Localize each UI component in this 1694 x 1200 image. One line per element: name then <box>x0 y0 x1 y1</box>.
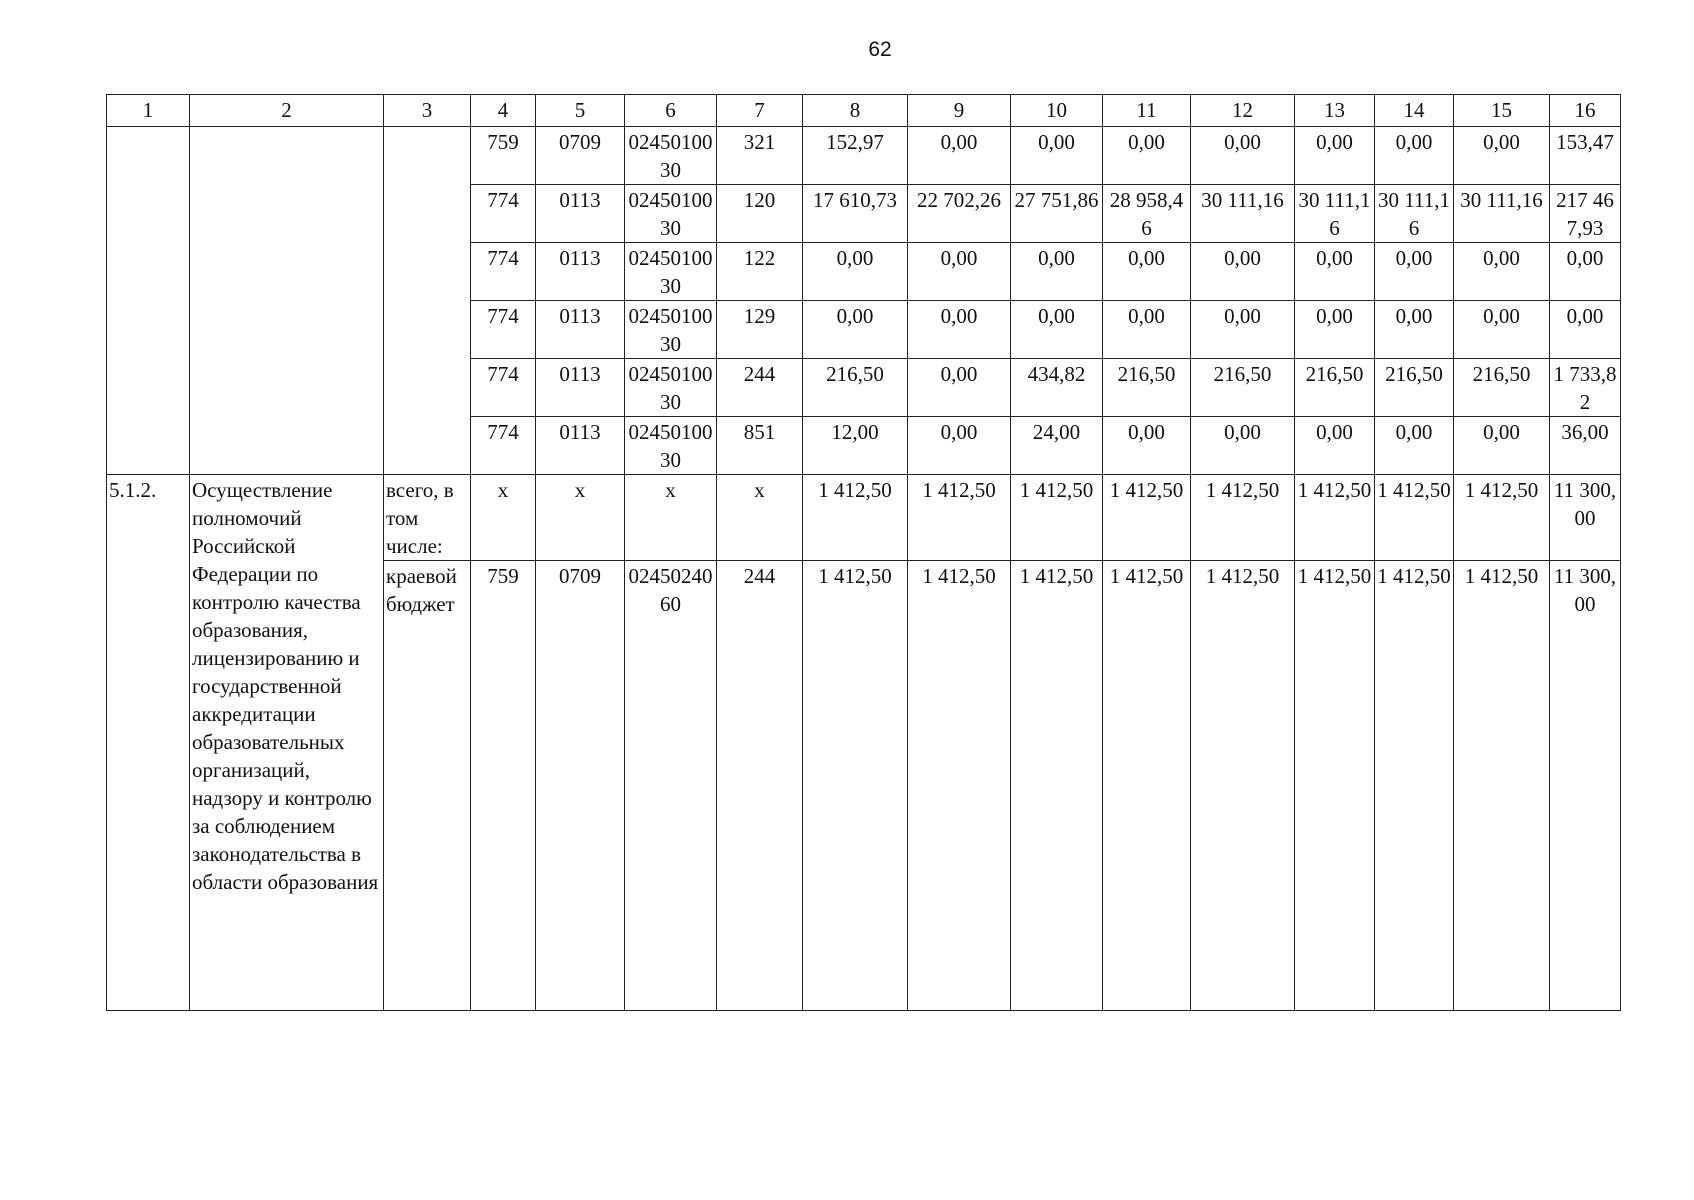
column-number: 11 <box>1103 95 1191 127</box>
cell-c16: 217 467,93 <box>1550 185 1621 243</box>
cell-c7: 851 <box>717 417 803 475</box>
column-number: 3 <box>384 95 471 127</box>
column-number: 13 <box>1295 95 1375 127</box>
column-number: 4 <box>471 95 536 127</box>
column-number: 10 <box>1011 95 1103 127</box>
page-number: 62 <box>868 38 892 61</box>
column-number: 9 <box>908 95 1011 127</box>
cell-c11: 0,00 <box>1103 417 1191 475</box>
cell-c9: 1 412,50 <box>908 561 1011 1011</box>
cell-c14: 1 412,50 <box>1375 475 1454 561</box>
cell-c6: 0245010030 <box>625 359 717 417</box>
cell-c13: 216,50 <box>1295 359 1375 417</box>
cell-c9: 0,00 <box>908 417 1011 475</box>
cell-c6: 0245010030 <box>625 243 717 301</box>
cell-c5: 0113 <box>536 359 625 417</box>
cell-c13: 30 111,16 <box>1295 185 1375 243</box>
cell-c12: 216,50 <box>1191 359 1295 417</box>
cell-c10: 24,00 <box>1011 417 1103 475</box>
budget-table <box>106 94 1621 1011</box>
cell-c7: 244 <box>717 359 803 417</box>
cell-c15: 0,00 <box>1454 243 1550 301</box>
cell-c14: 0,00 <box>1375 243 1454 301</box>
cell-c15: 0,00 <box>1454 417 1550 475</box>
cell-c4: х <box>471 475 536 561</box>
cell-c8: 12,00 <box>803 417 908 475</box>
cell-c7: 321 <box>717 127 803 185</box>
cell-c14: 1 412,50 <box>1375 561 1454 1011</box>
cell-c5: 0113 <box>536 301 625 359</box>
cell-c12: 1 412,50 <box>1191 561 1295 1011</box>
empty-source-cell <box>384 127 471 475</box>
cell-c4: 774 <box>471 185 536 243</box>
cell-c10: 1 412,50 <box>1011 475 1103 561</box>
cell-c12: 0,00 <box>1191 417 1295 475</box>
cell-c8: 216,50 <box>803 359 908 417</box>
column-number: 15 <box>1454 95 1550 127</box>
cell-c9: 0,00 <box>908 359 1011 417</box>
cell-c6: 0245010030 <box>625 301 717 359</box>
cell-c10: 1 412,50 <box>1011 561 1103 1011</box>
funding-source: краевой бюджет <box>384 561 471 1011</box>
column-number: 12 <box>1191 95 1295 127</box>
empty-number-cell <box>107 127 190 475</box>
cell-c4: 774 <box>471 301 536 359</box>
cell-c15: 30 111,16 <box>1454 185 1550 243</box>
empty-name-cell <box>190 127 384 475</box>
cell-c4: 774 <box>471 243 536 301</box>
cell-c13: 1 412,50 <box>1295 561 1375 1011</box>
cell-c14: 0,00 <box>1375 127 1454 185</box>
cell-c15: 0,00 <box>1454 301 1550 359</box>
cell-c16: 153,47 <box>1550 127 1621 185</box>
cell-c15: 1 412,50 <box>1454 561 1550 1011</box>
cell-c11: 0,00 <box>1103 301 1191 359</box>
cell-c14: 216,50 <box>1375 359 1454 417</box>
cell-c8: 1 412,50 <box>803 561 908 1011</box>
cell-c4: 774 <box>471 417 536 475</box>
cell-c8: 0,00 <box>803 301 908 359</box>
cell-c16: 36,00 <box>1550 417 1621 475</box>
cell-c8: 1 412,50 <box>803 475 908 561</box>
cell-c7: х <box>717 475 803 561</box>
cell-c16: 11 300,00 <box>1550 561 1621 1011</box>
cell-c15: 0,00 <box>1454 127 1550 185</box>
table-row <box>107 475 1621 561</box>
cell-c16: 11 300,00 <box>1550 475 1621 561</box>
funding-source: всего, в том числе: <box>384 475 471 561</box>
column-number: 16 <box>1550 95 1621 127</box>
cell-c8: 0,00 <box>803 243 908 301</box>
cell-c13: 1 412,50 <box>1295 475 1375 561</box>
column-number: 2 <box>190 95 384 127</box>
cell-c11: 0,00 <box>1103 127 1191 185</box>
cell-c15: 216,50 <box>1454 359 1550 417</box>
cell-c7: 122 <box>717 243 803 301</box>
cell-c14: 0,00 <box>1375 417 1454 475</box>
table-row <box>107 127 1621 185</box>
column-number: 5 <box>536 95 625 127</box>
cell-c9: 0,00 <box>908 243 1011 301</box>
cell-c10: 27 751,86 <box>1011 185 1103 243</box>
cell-c7: 129 <box>717 301 803 359</box>
column-number: 1 <box>107 95 190 127</box>
cell-c4: 774 <box>471 359 536 417</box>
cell-c12: 0,00 <box>1191 127 1295 185</box>
cell-c11: 0,00 <box>1103 243 1191 301</box>
cell-c7: 244 <box>717 561 803 1011</box>
cell-c7: 120 <box>717 185 803 243</box>
cell-c5: 0113 <box>536 185 625 243</box>
cell-c15: 1 412,50 <box>1454 475 1550 561</box>
cell-c11: 216,50 <box>1103 359 1191 417</box>
cell-c12: 0,00 <box>1191 243 1295 301</box>
cell-c8: 17 610,73 <box>803 185 908 243</box>
cell-c16: 1 733,82 <box>1550 359 1621 417</box>
cell-c6: 0245010030 <box>625 417 717 475</box>
column-number-row <box>107 95 1621 127</box>
cell-c14: 30 111,16 <box>1375 185 1454 243</box>
cell-c13: 0,00 <box>1295 127 1375 185</box>
cell-c8: 152,97 <box>803 127 908 185</box>
cell-c10: 0,00 <box>1011 243 1103 301</box>
cell-c5: 0709 <box>536 127 625 185</box>
cell-c4: 759 <box>471 561 536 1011</box>
cell-c13: 0,00 <box>1295 301 1375 359</box>
cell-c9: 1 412,50 <box>908 475 1011 561</box>
cell-c6: 0245010030 <box>625 127 717 185</box>
cell-c5: х <box>536 475 625 561</box>
cell-c9: 0,00 <box>908 301 1011 359</box>
cell-c12: 30 111,16 <box>1191 185 1295 243</box>
column-number: 8 <box>803 95 908 127</box>
cell-c12: 0,00 <box>1191 301 1295 359</box>
cell-c9: 0,00 <box>908 127 1011 185</box>
cell-c5: 0113 <box>536 243 625 301</box>
cell-c12: 1 412,50 <box>1191 475 1295 561</box>
cell-c9: 22 702,26 <box>908 185 1011 243</box>
cell-c6: 0245010030 <box>625 185 717 243</box>
cell-c16: 0,00 <box>1550 243 1621 301</box>
cell-c11: 1 412,50 <box>1103 561 1191 1011</box>
cell-c11: 1 412,50 <box>1103 475 1191 561</box>
cell-c5: 0113 <box>536 417 625 475</box>
cell-c5: 0709 <box>536 561 625 1011</box>
column-number: 14 <box>1375 95 1454 127</box>
item-name: Осуществление полномочий Российской Федерации по контролю качества образования, лицензированию и государственной аккредитации образовательных организаций, надзору и контролю за соблюдением законодательства в области образования <box>190 475 384 1011</box>
cell-c16: 0,00 <box>1550 301 1621 359</box>
cell-c14: 0,00 <box>1375 301 1454 359</box>
item-number: 5.1.2. <box>107 475 190 1011</box>
cell-c4: 759 <box>471 127 536 185</box>
column-number: 6 <box>625 95 717 127</box>
cell-c10: 0,00 <box>1011 127 1103 185</box>
cell-c6: 0245024060 <box>625 561 717 1011</box>
cell-c10: 0,00 <box>1011 301 1103 359</box>
cell-c10: 434,82 <box>1011 359 1103 417</box>
cell-c11: 28 958,46 <box>1103 185 1191 243</box>
cell-c6: х <box>625 475 717 561</box>
column-number: 7 <box>717 95 803 127</box>
cell-c13: 0,00 <box>1295 417 1375 475</box>
cell-c13: 0,00 <box>1295 243 1375 301</box>
